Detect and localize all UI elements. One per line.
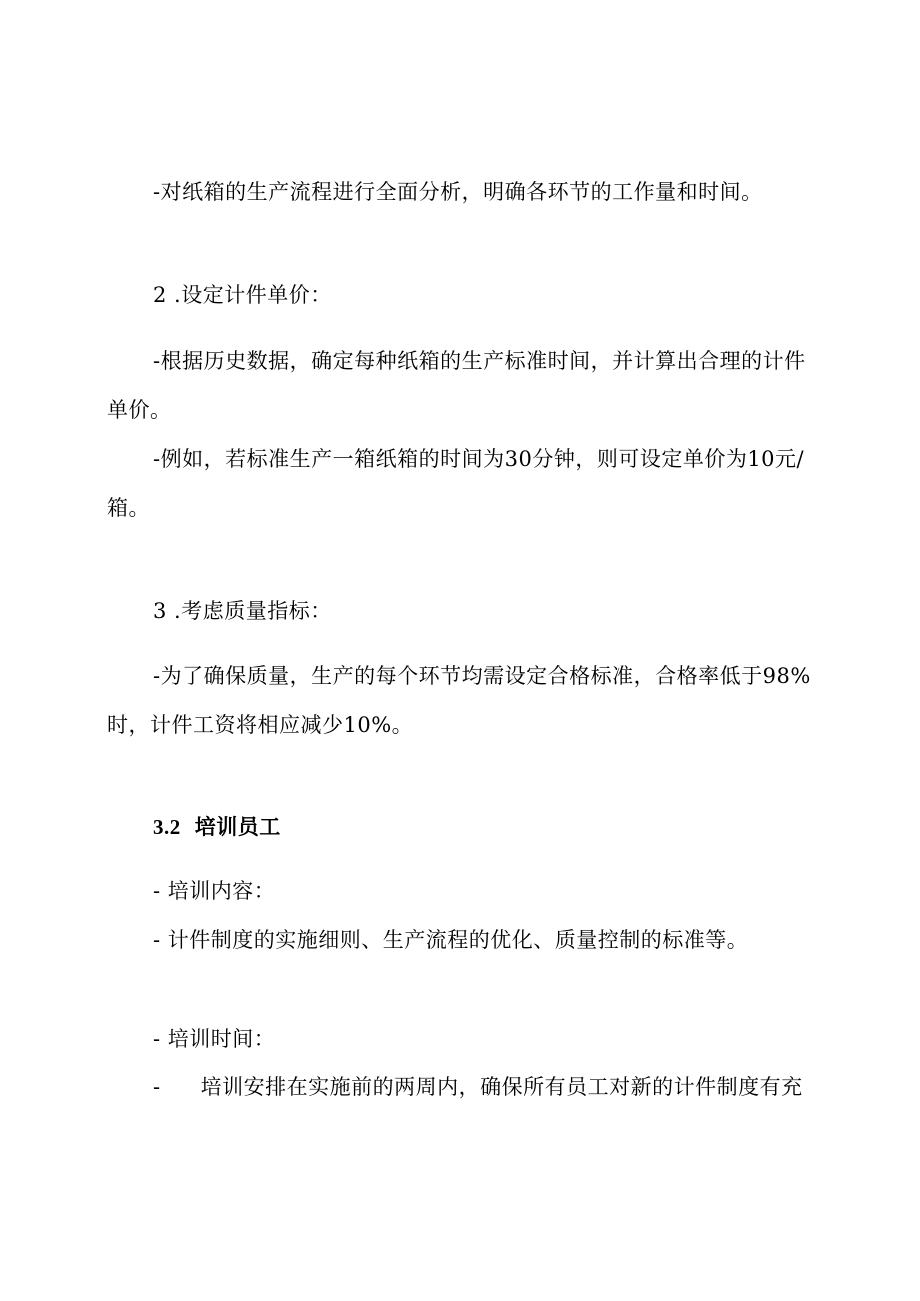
paragraph-quality-line2: 时，计件工资将相应减少10%。 (107, 713, 414, 737)
paragraph-example-line1: -例如，若标准生产一箱纸箱的时间为30分钟，则可设定单价为10元/ (153, 447, 805, 471)
section-heading (153, 813, 281, 841)
training-content-label: - 培训内容： (153, 879, 276, 903)
training-content-item: - 计件制度的实施细则、生产流程的优化、质量控制的标准等。 (153, 928, 749, 952)
section-title: 培训员工 (194, 814, 281, 839)
paragraph-quality-line1: -为了确保质量，生产的每个环节均需设定合格标准，合格率低于98% (153, 664, 811, 688)
paragraph-unit-price-line2: 单价。 (107, 398, 172, 422)
section-number: 3.2 (153, 815, 181, 839)
item-3-title: 3 .考虑质量指标： (153, 599, 332, 623)
paragraph-unit-price-line1: -根据历史数据，确定每种纸箱的生产标准时间，并计算出合理的计件 (153, 349, 806, 373)
training-time-text: 培训安排在实施前的两周内，确保所有员工对新的计件制度有充 (200, 1075, 803, 1099)
training-time-label: - 培训时间： (153, 1027, 276, 1051)
list-dash: - (153, 1075, 161, 1099)
item-2-title: 2 .设定计件单价： (153, 283, 332, 307)
paragraph-example-line2: 箱。 (107, 496, 150, 520)
training-time-item (153, 1073, 803, 1101)
paragraph-production-analysis: -对纸箱的生产流程进行全面分析，明确各环节的工作量和时间。 (153, 180, 763, 204)
